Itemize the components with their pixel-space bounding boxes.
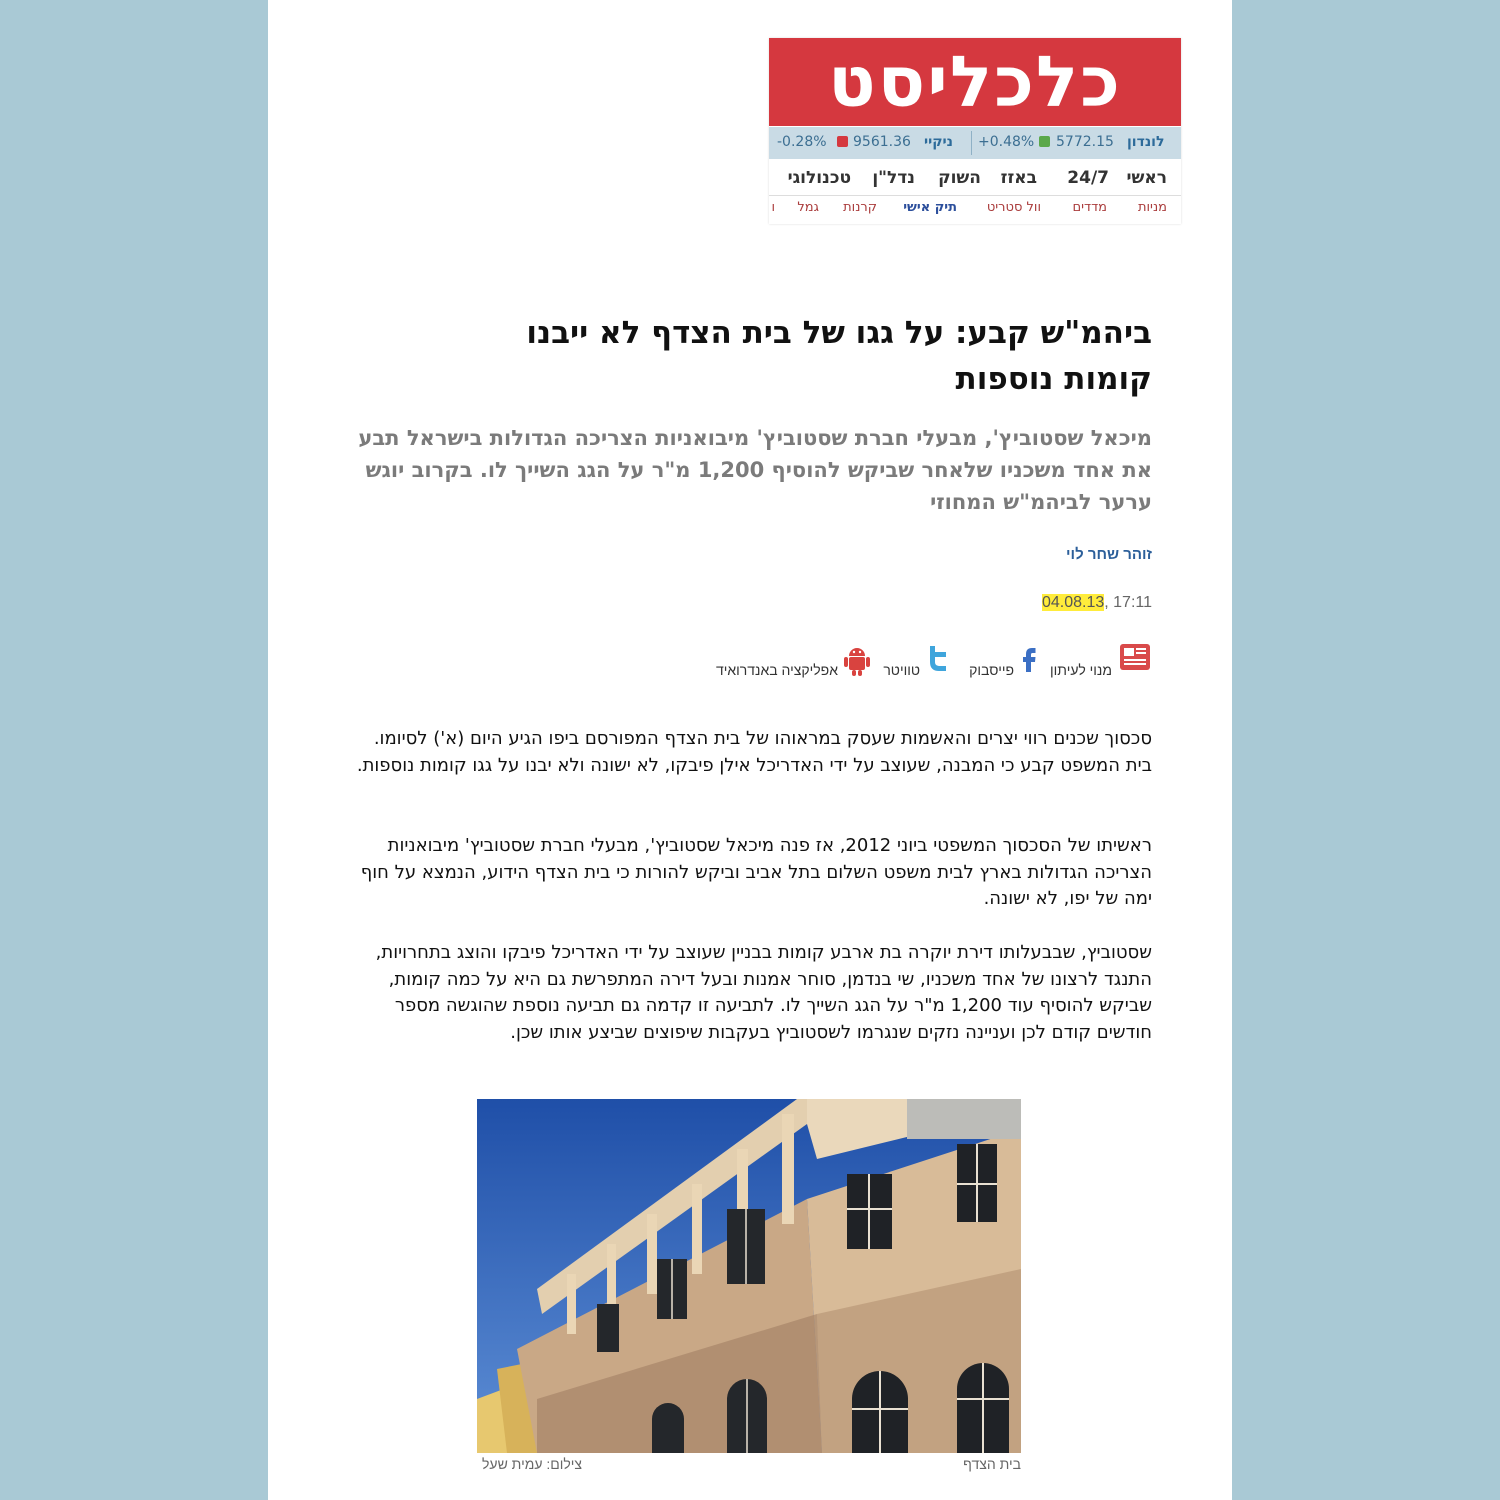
article-paragraph-2: ראשיתו של הסכסוך המשפטי ביוני 2012, אז פנה מיכאל שסטוביץ', מבעלי חברת שסטוביץ' מיבואניות הצריכה הגדולות בארץ לבית משפט השלום בתל אביב וביקש להורות כי בית הצדף הידוע, הנמצא על חוף ימה של יפו, לא ישונה. (360, 835, 1152, 909)
market-ticker (769, 127, 1181, 159)
article-photo[interactable] (477, 1099, 1021, 1453)
nikkei-link[interactable]: ניקיי (924, 134, 954, 150)
nav-item-tech[interactable]: טכנולוגי (787, 168, 851, 188)
nav-item-buzz[interactable]: באזז (1000, 168, 1037, 188)
london-link[interactable]: לונדון (1127, 134, 1165, 150)
photo-caption: בית הצדף (963, 1456, 1021, 1472)
sub-nav (769, 195, 1181, 220)
author-link[interactable]: זוהר שחר לוי (1066, 546, 1152, 563)
share-android-label: אפליקציה באנדרואיד (715, 662, 838, 678)
subnav-item-wallstreet[interactable]: וול סטריט (986, 200, 1041, 215)
up-arrow-icon (1039, 134, 1050, 150)
nav-item-247[interactable]: 24/7 (1067, 168, 1109, 188)
newspaper-icon (1118, 642, 1152, 677)
twitter-icon (924, 642, 954, 677)
nav-item-home[interactable]: ראשי (1126, 168, 1167, 188)
share-facebook[interactable] (954, 642, 1040, 682)
android-icon (842, 642, 872, 681)
nikkei-change: -0.28% (777, 134, 827, 150)
article-paragraph-3: שסטוביץ, שבבעלותו דירת יוקרה בת ארבע קומות בבניין שעוצב על ידי האדריכל פיבקו והוצג בתחרויות, התנגד לרצונו של אחד משכניו, שי בנדמן, סוחר אמנות ובעל דירה המתפרשת גם היא על כמה קומות, שביקש להוסיף עוד 1,200 מ"ר על הגג השייך לו. לתביעה זו קדמה גם תביעה נוספת שהוגשה מספר חודשים קודם לכן ועניינה נזקים שנגרמו לשסטוביץ בעקבות שיפוצים שביצע אותו שכן. (375, 942, 1152, 1043)
facebook-icon (1018, 642, 1040, 679)
share-android-app[interactable] (692, 642, 872, 682)
share-newspaper-label: מנוי לעיתון (1050, 662, 1112, 678)
nikkei-value: 9561.36 (853, 134, 911, 150)
share-bar (672, 642, 1152, 682)
article-paragraph-1: סכסוך שכנים רווי יצרים והאשמות שעסק במראוהו של בית הצדף המפורסם ביפו הגיע היום (א') לסיומו. בית המשפט קבע כי המבנה, שעוצב על ידי האדריכל אילן פיבקו, לא ישונה ולא יבנו על גגו קומות נוספות. (356, 728, 1152, 776)
subnav-item-indices[interactable]: מדדים (1072, 200, 1107, 215)
article-headline: ביהמ"ש קבע: על גגו של בית הצדף לא ייבנו קומות נוספות (526, 315, 1152, 397)
ticker-divider (971, 131, 972, 155)
london-change: +0.48% (978, 134, 1035, 150)
site-masthead (769, 38, 1181, 224)
photo-credit: צילום: עמית שעל (482, 1456, 583, 1472)
publish-date: 04.08.13 (1041, 594, 1105, 611)
nav-item-realestate[interactable]: נדל"ן (872, 168, 915, 188)
publish-datetime: 04.08.13, 17:11 (1041, 594, 1152, 611)
share-twitter[interactable] (872, 642, 954, 682)
publish-time: 17:11 (1113, 594, 1152, 611)
share-twitter-label: טוויטר (883, 662, 920, 678)
london-value: 5772.15 (1056, 134, 1114, 150)
main-nav (769, 164, 1181, 192)
nav-item-market[interactable]: השוק (938, 168, 981, 188)
subnav-item-pension[interactable]: גמל (797, 200, 819, 215)
subnav-item-stocks[interactable]: מניות (1137, 200, 1167, 215)
subnav-item-cutoff[interactable]: ו (771, 200, 775, 215)
subnav-item-portfolio[interactable]: תיק אישי (903, 200, 957, 215)
site-logo[interactable]: כלכליסט (769, 38, 1181, 126)
article-subhead: מיכאל שסטוביץ', מבעלי חברת שסטוביץ' מיבואניות הצריכה הגדולות בישראל תבע את אחד משכניו שלאחר שביקש להוסיף 1,200 מ"ר על הגג השייך לו. בקרוב יוגש ערער לביהמ"ש המחוזי (358, 426, 1152, 514)
share-newspaper[interactable] (1040, 642, 1152, 682)
down-arrow-icon (837, 134, 848, 150)
subnav-item-funds[interactable]: קרנות (843, 200, 877, 215)
share-facebook-label: פייסבוק (969, 662, 1014, 678)
